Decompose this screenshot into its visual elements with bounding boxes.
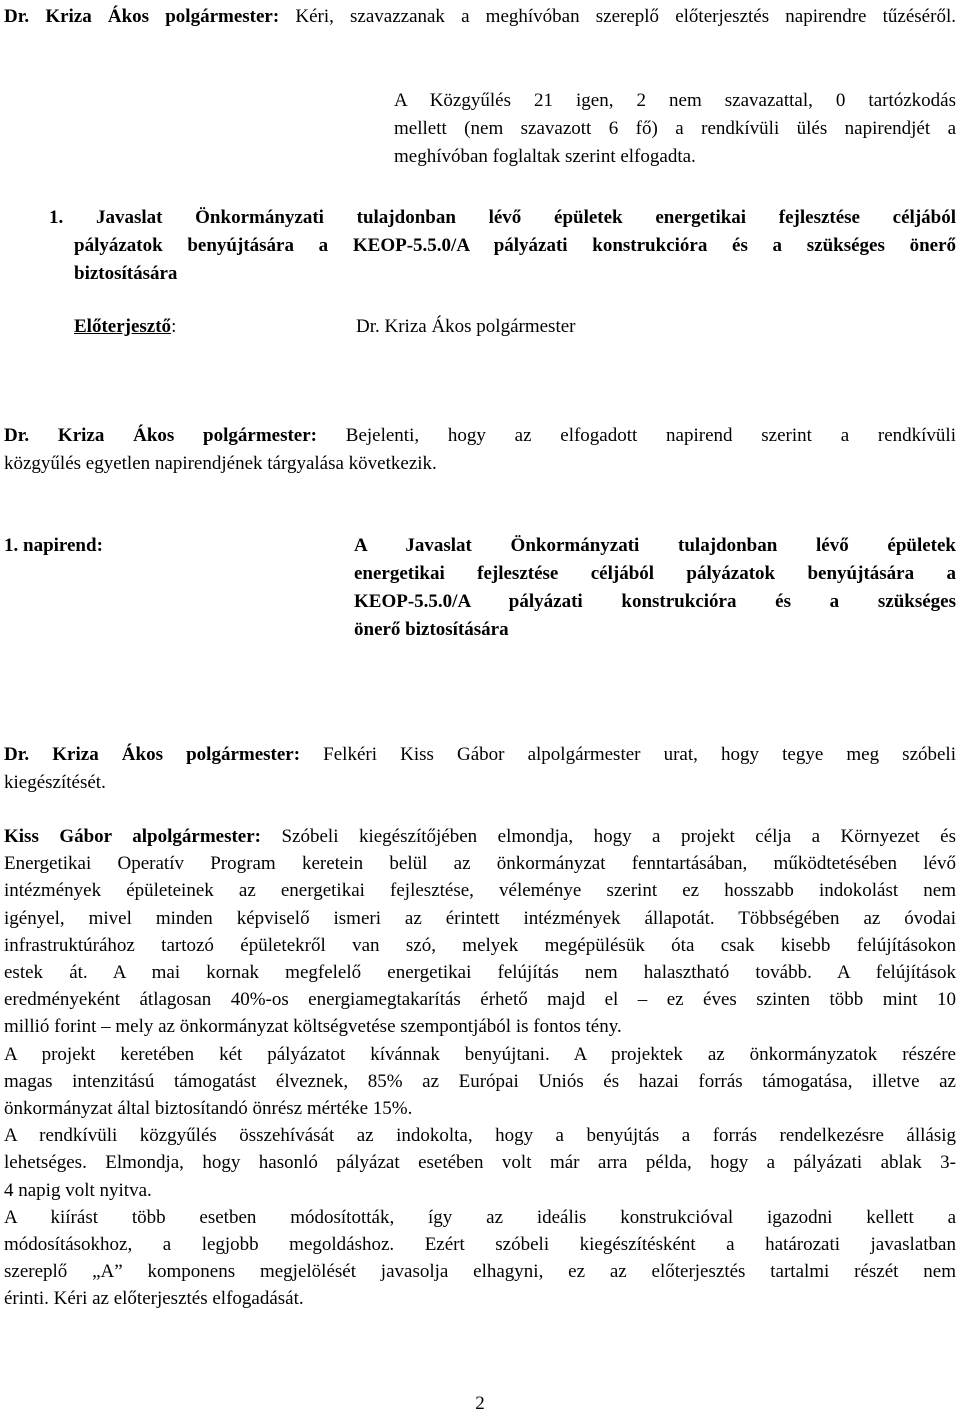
vote-line-3: meghívóban foglaltak szerint elfogadta. <box>394 146 696 167</box>
presenter-label: Előterjesztő <box>74 316 172 337</box>
paragraph-announcement <box>4 422 956 478</box>
presenter-row <box>74 313 956 341</box>
vote-line-1: A Közgyűlés 21 igen, 2 nem szavazattal, 0 tartózkodás <box>394 90 956 111</box>
presenter-name: Dr. Kriza Ákos polgármester <box>356 316 576 337</box>
paragraph-deputy-statement <box>4 823 956 1313</box>
paragraph-line-2: kiegészítését. <box>4 772 106 793</box>
paragraph-line-2: közgyűlés egyetlen napirendjének tárgyalása következik. <box>4 453 437 474</box>
paragraph-line: millió forint – mely az önkormányzat költségvetése szempontjából is fontos tény. <box>4 1016 622 1038</box>
paragraph-line: lehetséges. Elmondja, hogy hasonló pályázat esetében volt már arra példa, hogy a pályázati ablak 3- <box>4 1152 956 1174</box>
speaker-name: Kiss Gábor alpolgármester: <box>4 826 261 847</box>
paragraph-line: Energetikai Operatív Program keretein belül az önkormányzat fenntartásában, működtetésében lévő <box>4 853 956 875</box>
paragraph-line: Szóbeli kiegészítőjében elmondja, hogy a projekt célja a Környezet és <box>261 826 956 847</box>
paragraph-line: szereplő „A” komponens megjelölését javasolja elhagyni, ez az előterjesztés tartalmi részét nem <box>4 1261 956 1283</box>
page-number: 2 <box>475 1393 485 1414</box>
paragraph-line: érinti. Kéri az előterjesztés elfogadását. <box>4 1288 304 1310</box>
paragraph-vote-request <box>4 3 956 31</box>
paragraph-line: igényel, mivel minden képviselő ismeri az érintett intézmények állapotát. Többségében az óvodai <box>4 907 956 929</box>
vote-result <box>394 87 956 171</box>
paragraph-line: eredményeként átlagosan 40%-os energiamegtakarítás érhető majd el – ez éves szinten több mint 10 <box>4 989 956 1011</box>
paragraph-line: magas intenzitású támogatást élveznek, 85% az Európai Uniós és hazai forrás támogatása, illetve az <box>4 1070 956 1092</box>
agenda-title-line-4: önerő biztosítására <box>354 619 509 640</box>
item-title-line-3: biztosítására <box>74 263 178 284</box>
paragraph-line: estek át. A mai kornak megfelelő energetikai felújítás nem halasztható tovább. A felújítások <box>4 962 956 984</box>
agenda-title-line-3: KEOP-5.5.0/A pályázati konstrukcióra és a szükséges <box>354 591 956 612</box>
paragraph-line-1: Felkéri Kiss Gábor alpolgármester urat, hogy tegye meg szóbeli <box>300 744 956 765</box>
paragraph-line: módosításokhoz, a legjobb megoldáshoz. Ezért szóbeli kiegészítésként a határozati javaslatban <box>4 1234 956 1256</box>
agenda-title-line-2: energetikai fejlesztése céljából pályázatok benyújtására a <box>354 563 956 584</box>
paragraph-line-1: Bejelenti, hogy az elfogadott napirend szerint a rendkívüli <box>317 425 956 446</box>
paragraph-line: A kiírást több esetben módosították, így az ideális konstrukcióval igazodni kellett a <box>4 1206 956 1228</box>
paragraph-text: Kéri, szavazzanak a meghívóban szereplő előterjesztés napirendre tűzéséről. <box>279 6 956 27</box>
item-title-line-2: pályázatok benyújtására a KEOP-5.5.0/A pályázati konstrukcióra és a szükséges önerő <box>74 235 956 256</box>
agenda-title-line-1: A Javaslat Önkormányzati tulajdonban lévő épületek <box>354 535 956 556</box>
agenda-label: 1. napirend: <box>4 535 103 556</box>
paragraph-line: A projekt keretében két pályázatot kívánnak benyújtani. A projektek az önkormányzatok részére <box>4 1043 956 1065</box>
item-title-line-1: Javaslat Önkormányzati tulajdonban lévő épületek energetikai fejlesztése céljából <box>95 207 956 228</box>
paragraph-request <box>4 741 956 797</box>
paragraph-line: önkormányzat által biztosítandó önrész mértéke 15%. <box>4 1098 413 1120</box>
item-number: 1. <box>49 207 64 228</box>
paragraph-line: intézmények épületeinek az energetikai fejlesztése, véleménye szerint ez hosszabb indokolást nem <box>4 880 956 902</box>
speaker-name: Dr. Kriza Ákos polgármester: <box>4 6 280 27</box>
paragraph-line: infrastruktúrához tartozó épületekről van szó, melyek megépülésük óta csak kisebb felújításokon <box>4 934 956 956</box>
presenter-colon: : <box>171 316 177 337</box>
paragraph-line: 4 napig volt nyitva. <box>4 1179 152 1201</box>
speaker-name: Dr. Kriza Ákos polgármester: <box>4 425 318 446</box>
agenda-item-heading <box>49 204 956 288</box>
paragraph-line: A rendkívüli közgyűlés összehívását az indokolta, hogy a benyújtás a forrás rendelkezésre állásig <box>4 1125 956 1147</box>
vote-line-2: mellett (nem szavazott 6 fő) a rendkívüli ülés napirendjét a <box>394 118 956 139</box>
speaker-name: Dr. Kriza Ákos polgármester: <box>4 744 301 765</box>
